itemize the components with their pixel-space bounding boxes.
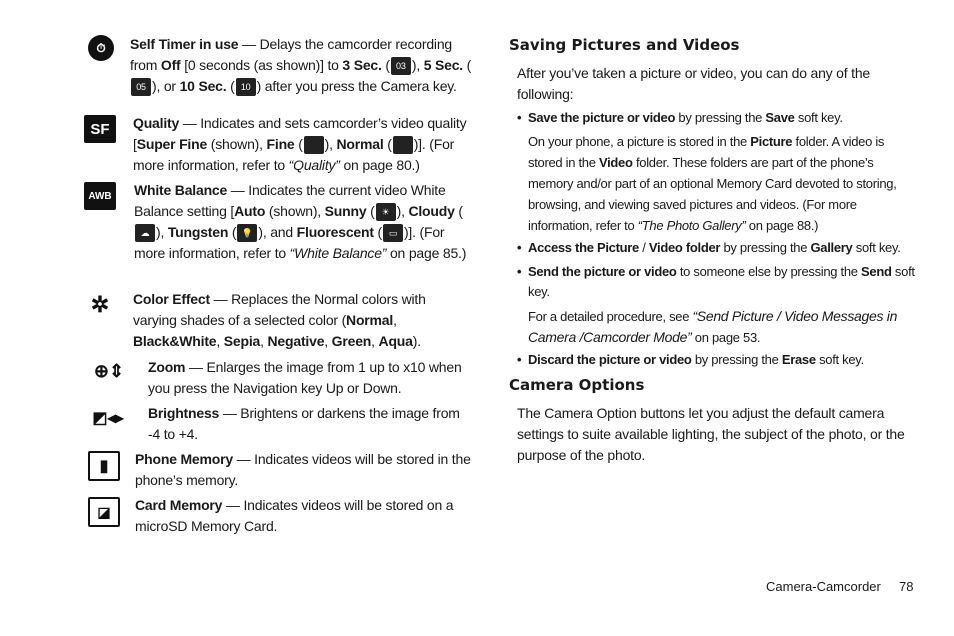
super-fine-quality-icon: SF xyxy=(84,115,116,143)
manual-page: ⏱ Self Timer in use — Delays the camcorder recording from Off [0 seconds (as shown)] to 3 Sec. ( 03 ), 5 Sec. (05 ), or 10 Sec. ( 10 ) after you press the Camera key. SF Quality — Indicates and sets camcorder’s video quality [Super Fine (shown), Fine ( ), Normal ( )]. (For more information, refer to “Quality” on page 80.) AWB White Balance — Indicates the current video White Balance setting [Auto (shown), Sunny ( ☀ ), Cloudy (☁ ), Tungsten ( 💡 ), and Fluorescent ( ▭ )]. (For more information, refer to “White Balance” on page 85.) ✲ Color Effect — Replaces the Normal colors with varying shades of a selected color (Normal, Black&White, Sepia, Negative, Green, Aqua). ⊕⇕ Zoom — Enlarges the image from 1 up to x10 when you press the Navigation key Up or Down. ◩◂▸ Brightness — Brightens or darkens the image from -4 to +4. ▮ Phone Memory — Indicates videos will be stored in the phone’s memory. ◪ Card Memory — Indicates videos will be stored on a microSD Memory Card. Saving Pictures and Videos After you’ve taken a picture or video, you can do any of the following: • Save the picture or video by pressing the Save soft key. On your phone, a picture is stored in the Picture folder. A video is stored in the Video folder. These folders are part of the phone’s memory and/or part of an optional Memory Card devoted to storing, browsing, and viewing saved pictures and videos. (For more information, refer to “The Photo Gallery” on page 88.) • Access the Picture / Video folder by pressing the Gallery soft key. • Send the picture or video to someone else by pressing the Send soft key. For a detailed procedure, see “Send Picture / Video Messages in Camera /Camcorder Mode” on page 53. • Discard the picture or video by pressing the Erase soft key. Camera Options The Camera Option buttons let you adjust the default camera settings to suite available lighting, the subject of the photo, or the purpose of the photo. Camera-Camcorder 78 xyxy=(0,0,954,636)
timer-5-icon: 05 xyxy=(131,78,151,96)
save-details: On your phone, a picture is stored in the Picture folder. A video is stored in the Video folder. These folders are part of the phone’s memory and/or part of an optional Memory Card devoted to storing, browsing, and viewing saved pictures and videos. (For more information, refer to “The Photo Gallery” on page 88.) xyxy=(528,134,897,233)
sunny-icon: ☀ xyxy=(376,203,396,221)
saving-intro: After you’ve taken a picture or video, you can do any of the following: xyxy=(517,65,870,102)
card-memory-icon: ◪ xyxy=(88,497,120,527)
phone-memory-icon: ▮ xyxy=(88,451,120,481)
timer-10-icon: 10 xyxy=(236,78,256,96)
camera-options-text: The Camera Option buttons let you adjust the default camera settings to suite available lighting, the subject of the photo, or the purpose of the photo. xyxy=(517,405,905,463)
brightness-icon: ◩◂▸ xyxy=(84,406,132,430)
heading-camera-options: Camera Options xyxy=(509,376,645,394)
cloudy-icon: ☁ xyxy=(135,224,155,242)
page-number: 78 xyxy=(899,579,914,594)
fluorescent-icon: ▭ xyxy=(383,224,403,242)
bullet-access-folder: • Access the Picture / Video folder by pressing the Gallery soft key. xyxy=(517,240,901,255)
self-timer-icon: ⏱ xyxy=(88,35,114,61)
color-effect-wand-icon: ✲ xyxy=(84,291,116,319)
tungsten-icon: 💡 xyxy=(237,224,257,242)
auto-white-balance-icon: AWB xyxy=(84,182,116,210)
normal-quality-icon xyxy=(393,136,413,154)
send-details: For a detailed procedure, see “Send Picture / Video Messages in Camera /Camcorder Mode” on page 53. xyxy=(528,308,898,345)
heading-saving-pictures: Saving Pictures and Videos xyxy=(509,36,740,54)
bullet-send: • Send the picture or video to someone else by pressing the Send soft key. xyxy=(517,264,915,299)
bullet-discard: • Discard the picture or video by pressing the Erase soft key. xyxy=(517,352,864,367)
timer-3-icon: 03 xyxy=(391,57,411,75)
bullet-save: • Save the picture or video by pressing the Save soft key. xyxy=(517,110,843,125)
fine-quality-icon xyxy=(304,136,324,154)
zoom-icon: ⊕⇕ xyxy=(88,359,130,383)
self-timer-term: Self Timer in use xyxy=(130,36,239,52)
footer-section-name: Camera-Camcorder xyxy=(766,579,881,594)
